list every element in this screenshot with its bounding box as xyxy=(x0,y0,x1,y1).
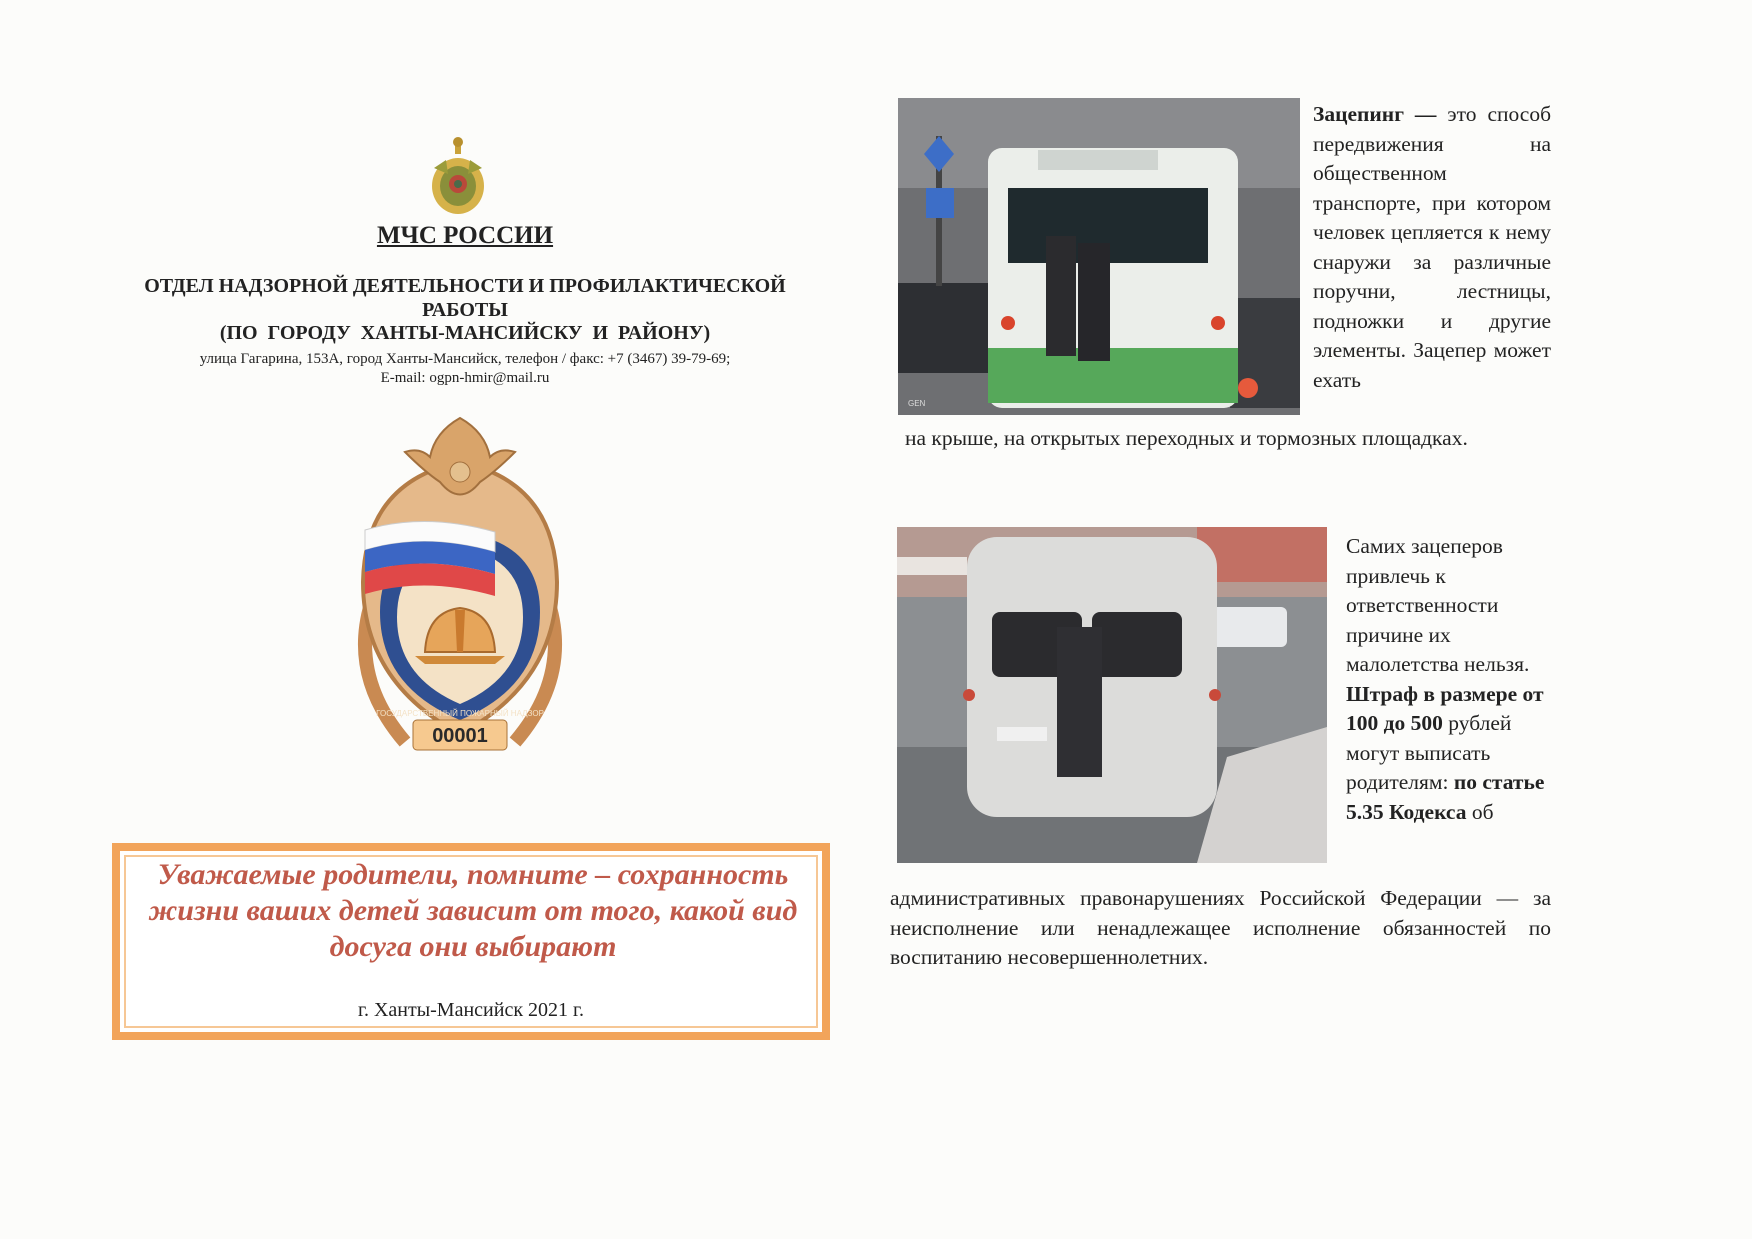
bus-photo-image xyxy=(898,98,1300,415)
law-article: по статье 5.35 Кодекса xyxy=(1346,770,1545,824)
badge-number: 00001 xyxy=(432,725,488,747)
definition-text: это способ передвижения на общественном транспорте, при котором человек цепляется к нему снаружи за различные поручни, лестницы, подножки и другие элементы. Зацепер может ехать xyxy=(1313,102,1552,392)
city-year: г. Ханты-Мансийск 2021 г. xyxy=(358,999,584,1021)
term-zaceping: Зацепинг — xyxy=(1313,102,1437,126)
badge-ring-text: ГОСУДАРСТВЕННЫЙ ПОЖАРНЫЙ НАДЗОР xyxy=(376,709,544,718)
responsibility-text-side xyxy=(1346,532,1551,827)
van-photo-image xyxy=(897,527,1327,863)
responsibility-text-continued: административных правонарушениях Российской Федерации — за неисполнение или ненадлежащее исполнение обязанностей по воспитанию несовершеннолетних. xyxy=(890,886,1551,969)
department-region: (ПО ГОРОДУ ХАНТЫ-МАНСИЙСКУ И РАЙОНУ) xyxy=(219,322,711,344)
bus-photo xyxy=(898,98,1300,415)
zaceping-definition-continued: на крыше, на открытых переходных и тормозных площадках. xyxy=(905,426,1468,450)
fire-supervision-badge xyxy=(335,412,585,764)
address-line: улица Гагарина, 153А, город Ханты-Мансийск, телефон / факс: +7 (3467) 39-79-69; xyxy=(199,351,731,367)
org-title: МЧС РОССИИ xyxy=(376,222,554,249)
fine-recipients: рублей могут выписать родителям: xyxy=(1346,711,1512,794)
notice-message: Уважаемые родители, помните – сохранность жизни ваших детей зависит от того, какой вид досуга они выбирают xyxy=(148,858,798,963)
photo-watermark: GEN xyxy=(908,399,926,408)
email-line: E-mail: ogpn-hmir@mail.ru xyxy=(380,370,550,386)
contact-address xyxy=(100,350,830,388)
zaceping-definition-side xyxy=(1313,100,1551,395)
fine-amount: Штраф в размере от 100 до 500 xyxy=(1346,681,1544,735)
department-name: ОТДЕЛ НАДЗОРНОЙ ДЕЯТЕЛЬНОСТИ И ПРОФИЛАКТИЧЕСКОЙ РАБОТЫ xyxy=(144,275,786,321)
responsibility-intro: Самих зацеперов привлечь к ответственности причине их малолетства нельзя. xyxy=(1346,534,1530,676)
law-article-suffix: об xyxy=(1471,799,1494,824)
mchs-emblem-icon xyxy=(428,134,488,216)
parents-notice xyxy=(112,843,830,1040)
van-photo xyxy=(897,527,1327,863)
